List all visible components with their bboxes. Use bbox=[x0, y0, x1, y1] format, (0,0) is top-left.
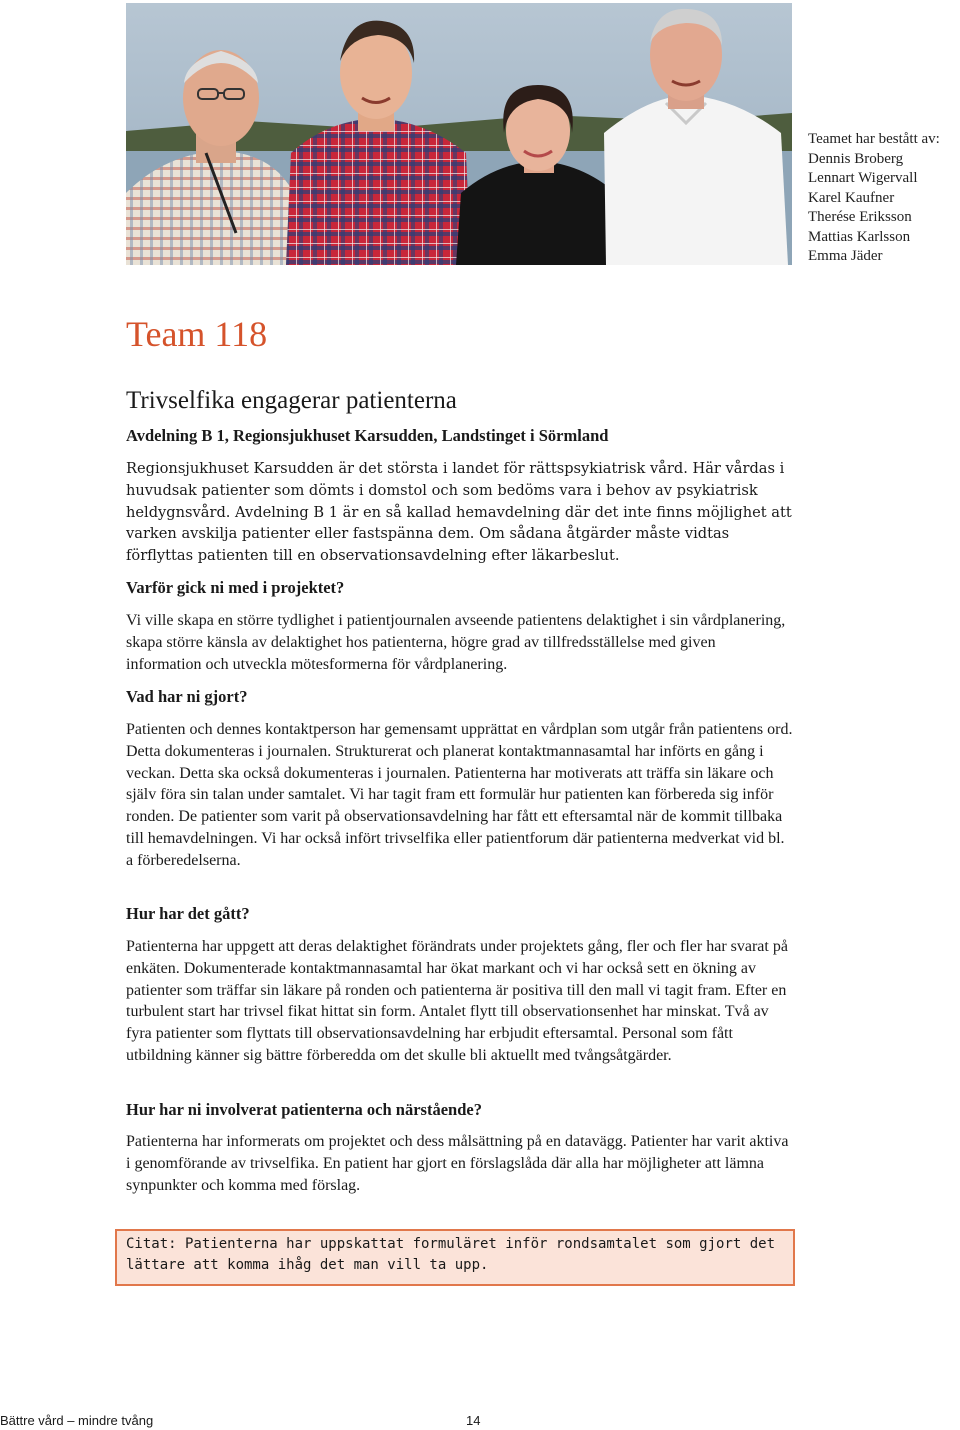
team-members-heading: Teamet har bestått av: bbox=[808, 131, 940, 147]
section-body-why: Vi ville skapa en större tydlighet i patientjournalen avseende patientens delaktighet i sin vårdplanering, skapa större känsla av delaktighet hos patienterna, högre grad av tillfredsställelse med given information och utveckla mötesformerna för vårdplanering. bbox=[126, 612, 786, 673]
team-member: Therése Eriksson bbox=[808, 209, 912, 225]
page-number: 14 bbox=[466, 1413, 481, 1428]
quote-box bbox=[115, 1229, 795, 1286]
intro-paragraph: Regionsjukhuset Karsudden är det största i landet för rättspsykiatrisk vård. Här vårdas i huvudsak patienter som dömts i domstol och som bedöms vara i behov av psykiatrisk heldygnsvård. Avdelning B 1 är en så kallad hemavdelning där det inte finns möjlighet att varken avskilja patienter eller fastspänna dem. Om sådana åtgärder måste vidtas förflyttas patienten till en observationsavdelning efter läkarbeslut. bbox=[126, 460, 792, 565]
team-member: Karel Kaufner bbox=[808, 189, 895, 206]
section-heading-why: Varför gick ni med i projektet? bbox=[126, 578, 345, 597]
section-body-involvement: Patienterna har informerats om projektet och dess målsättning på en datavägg. Patienter har varit aktiva i genomförande av trivselfika. En patient har gjort en förslagslåda där alla har möjligheter att lämna synpunkter och komma med förslag. bbox=[126, 1133, 789, 1194]
team-title: Team 118 bbox=[126, 314, 268, 354]
team-member: Lennart Wigervall bbox=[808, 170, 918, 186]
quote-text: Citat: Patienterna har uppskattat formuläret inför rondsamtalet som gjort det lättare att komma ihåg det man vill ta upp. bbox=[126, 1236, 776, 1273]
team-member: Emma Jäder bbox=[808, 248, 883, 264]
section-heading-what: Vad har ni gjort? bbox=[126, 687, 248, 706]
team-members bbox=[808, 130, 960, 267]
project-subtitle: Trivselfika engagerar patienterna bbox=[126, 387, 457, 414]
section-body-how-it-went: Patienterna har uppgett att deras delaktighet förändrats under projektets gång, fler och fler har svarat på enkäten. Dokumenterade kontaktmannasamtal har ökat markant och vi har också sett en ökning av patienter som träffar sin läkare på ronden och patienterna är positiva till den mall vi tagit fram. Efter en turbulent start har trivsel fikat hittat sin form. Antalet flytt till observationsenhet har minskat. Två av fyra patienter som flyttats till observationsavdelning har erbjudit eftersamtal. Personal som fått utbildning känner sig bättre förberedda om det skulle bli aktuellt med tvångsåtgärder. bbox=[126, 938, 788, 1064]
footer-title: Bättre vård – mindre tvång bbox=[0, 1413, 154, 1428]
section-heading-involvement: Hur har ni involverat patienterna och närstående? bbox=[126, 1100, 482, 1119]
section-heading-how-it-went: Hur har det gått? bbox=[126, 904, 250, 923]
team-photo bbox=[126, 3, 792, 265]
team-member: Dennis Broberg bbox=[808, 150, 904, 167]
team-member: Mattias Karlsson bbox=[808, 228, 911, 245]
unit-name: Avdelning B 1, Regionsjukhuset Karsudden, Landstinget i Sörmland bbox=[126, 426, 609, 445]
section-body-what: Patienten och dennes kontaktperson har gemensamt upprättat en vårdplan som utgår från patientens ord. Detta dokumenteras i journalen. Strukturerat och planerat kontaktmannasamtal har införts en gång i veckan. Detta ska också dokumenteras i journalen. Patienterna har motiverats att träffa sin läkare och själv föra sin talan under samtalet. Vi har tagit fram ett formulär hur patienten kan förbereda sig inför ronden. De patienter som varit på observationsavdelning har fått ett eftersamtal när de kommit tillbaka till hemavdelningen. Vi har också infört trivselfika eller patientforum där patienterna medverkat vid bl. a förberedelserna. bbox=[126, 721, 793, 869]
